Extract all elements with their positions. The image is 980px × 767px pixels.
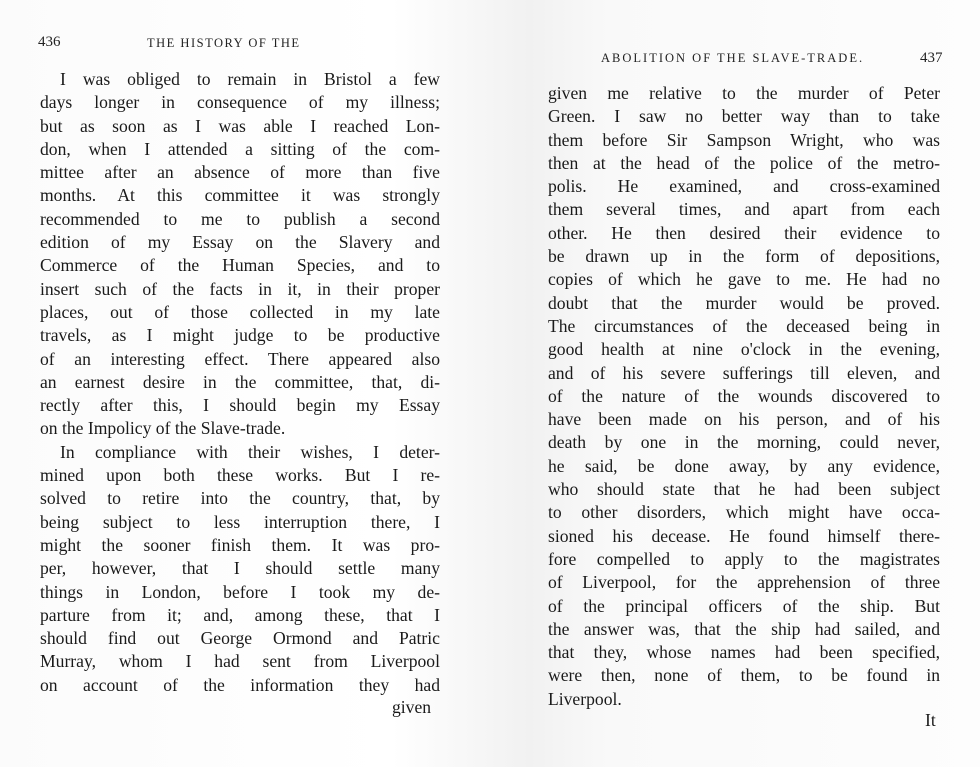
text-line: of an interesting effect. There appeared also (40, 348, 440, 369)
text-line: the answer was, that the ship had sailed, and (548, 618, 940, 639)
text-line: other. He then desired their evidence to (548, 222, 940, 243)
text-line: but as soon as I was able I reached Lon- (40, 115, 440, 136)
text-line: travels, as I might judge to be productive (40, 325, 440, 346)
left-page-body (40, 68, 440, 697)
text-line: solved to retire into the country, that, by (40, 488, 440, 509)
text-line: he said, be done away, by any evidence, (548, 455, 940, 476)
text-line: days longer in consequence of my illness; (40, 92, 440, 113)
text-line: death by one in the morning, could never, (548, 432, 940, 453)
text-line: mittee after an absence of more than five (40, 162, 440, 183)
text-line: then at the head of the police of the metro- (548, 152, 940, 173)
text-line: rectly after this, I should begin my Essay (40, 395, 440, 416)
text-line: and of his severe sufferings till eleven, and (548, 362, 940, 383)
text-line: mined upon both these works. But I re- (40, 465, 440, 486)
text-line: recommended to me to publish a second (40, 208, 440, 229)
text-line: them several times, and apart from each (548, 199, 940, 220)
text-line: them before Sir Sampson Wright, who was (548, 129, 940, 150)
text-line: given me relative to the murder of Peter (548, 83, 940, 103)
text-line: on account of the information they had (40, 674, 440, 695)
text-line: were then, none of them, to be found in (548, 665, 940, 686)
text-line: an earnest desire in the committee, that, di- (40, 371, 440, 392)
text-line: of the nature of the wounds discovered to (548, 385, 940, 406)
text-line: In compliance with their wishes, I deter- (60, 441, 440, 462)
catchword-left: given (392, 697, 432, 717)
text-line: might the sooner finish them. It was pro- (40, 534, 440, 555)
text-line: Liverpool. (548, 688, 622, 709)
text-line: Murray, whom I had sent from Liverpool (40, 651, 440, 672)
text-line: should find out George Ormond and Patric (40, 628, 440, 649)
text-line: that they, whose names had been specified, (548, 642, 940, 663)
text-line: have been made on his person, and of his (548, 409, 940, 430)
text-line: of the principal officers of the ship. But (548, 595, 940, 616)
text-line: to other disorders, which might have occa- (548, 502, 940, 523)
text-line: good health at nine o'clock in the evening, (548, 339, 940, 360)
running-head-left: THE HISTORY OF THE (147, 36, 301, 50)
text-line: copies of which he gave to me. He had no (548, 269, 940, 290)
text-line: sioned his decease. He found himself there- (548, 525, 940, 546)
right-page-body (548, 82, 940, 711)
text-line: Green. I saw no better way than to take (548, 106, 940, 127)
text-line: being subject to less interruption there, I (40, 511, 440, 532)
text-line: months. At this committee it was strongly (40, 185, 440, 206)
running-head-right: ABOLITION OF THE SLAVE-TRADE. (601, 51, 865, 65)
text-line: insert such of the facts in it, in their proper (40, 278, 440, 299)
text-line: things in London, before I took my de- (40, 581, 440, 602)
text-line: edition of my Essay on the Slavery and (40, 232, 440, 253)
page-number-left: 436 (38, 34, 61, 50)
text-line: per, however, that I should settle many (40, 558, 440, 579)
text-line: who should state that he had been subject (548, 479, 940, 500)
text-line: I was obliged to remain in Bristol a few (60, 69, 440, 89)
text-line: on the Impolicy of the Slave-trade. (40, 418, 286, 439)
text-line: of Liverpool, for the apprehension of three (548, 572, 940, 593)
text-line: doubt that the murder would be proved. (548, 292, 940, 313)
text-line: Commerce of the Human Species, and to (40, 255, 440, 276)
text-line: places, out of those collected in my late (40, 301, 440, 322)
page-number-right: 437 (920, 50, 943, 66)
text-line: fore compelled to apply to the magistrates (548, 548, 940, 569)
text-line: The circumstances of the deceased being in (548, 315, 940, 336)
text-line: don, when I attended a sitting of the com- (40, 138, 440, 159)
text-line: be drawn up in the form of depositions, (548, 246, 940, 267)
catchword-right: It (925, 710, 936, 730)
text-line: parture from it; and, among these, that I (40, 604, 440, 625)
right-page (490, 0, 980, 767)
text-line: polis. He examined, and cross-examined (548, 176, 940, 197)
